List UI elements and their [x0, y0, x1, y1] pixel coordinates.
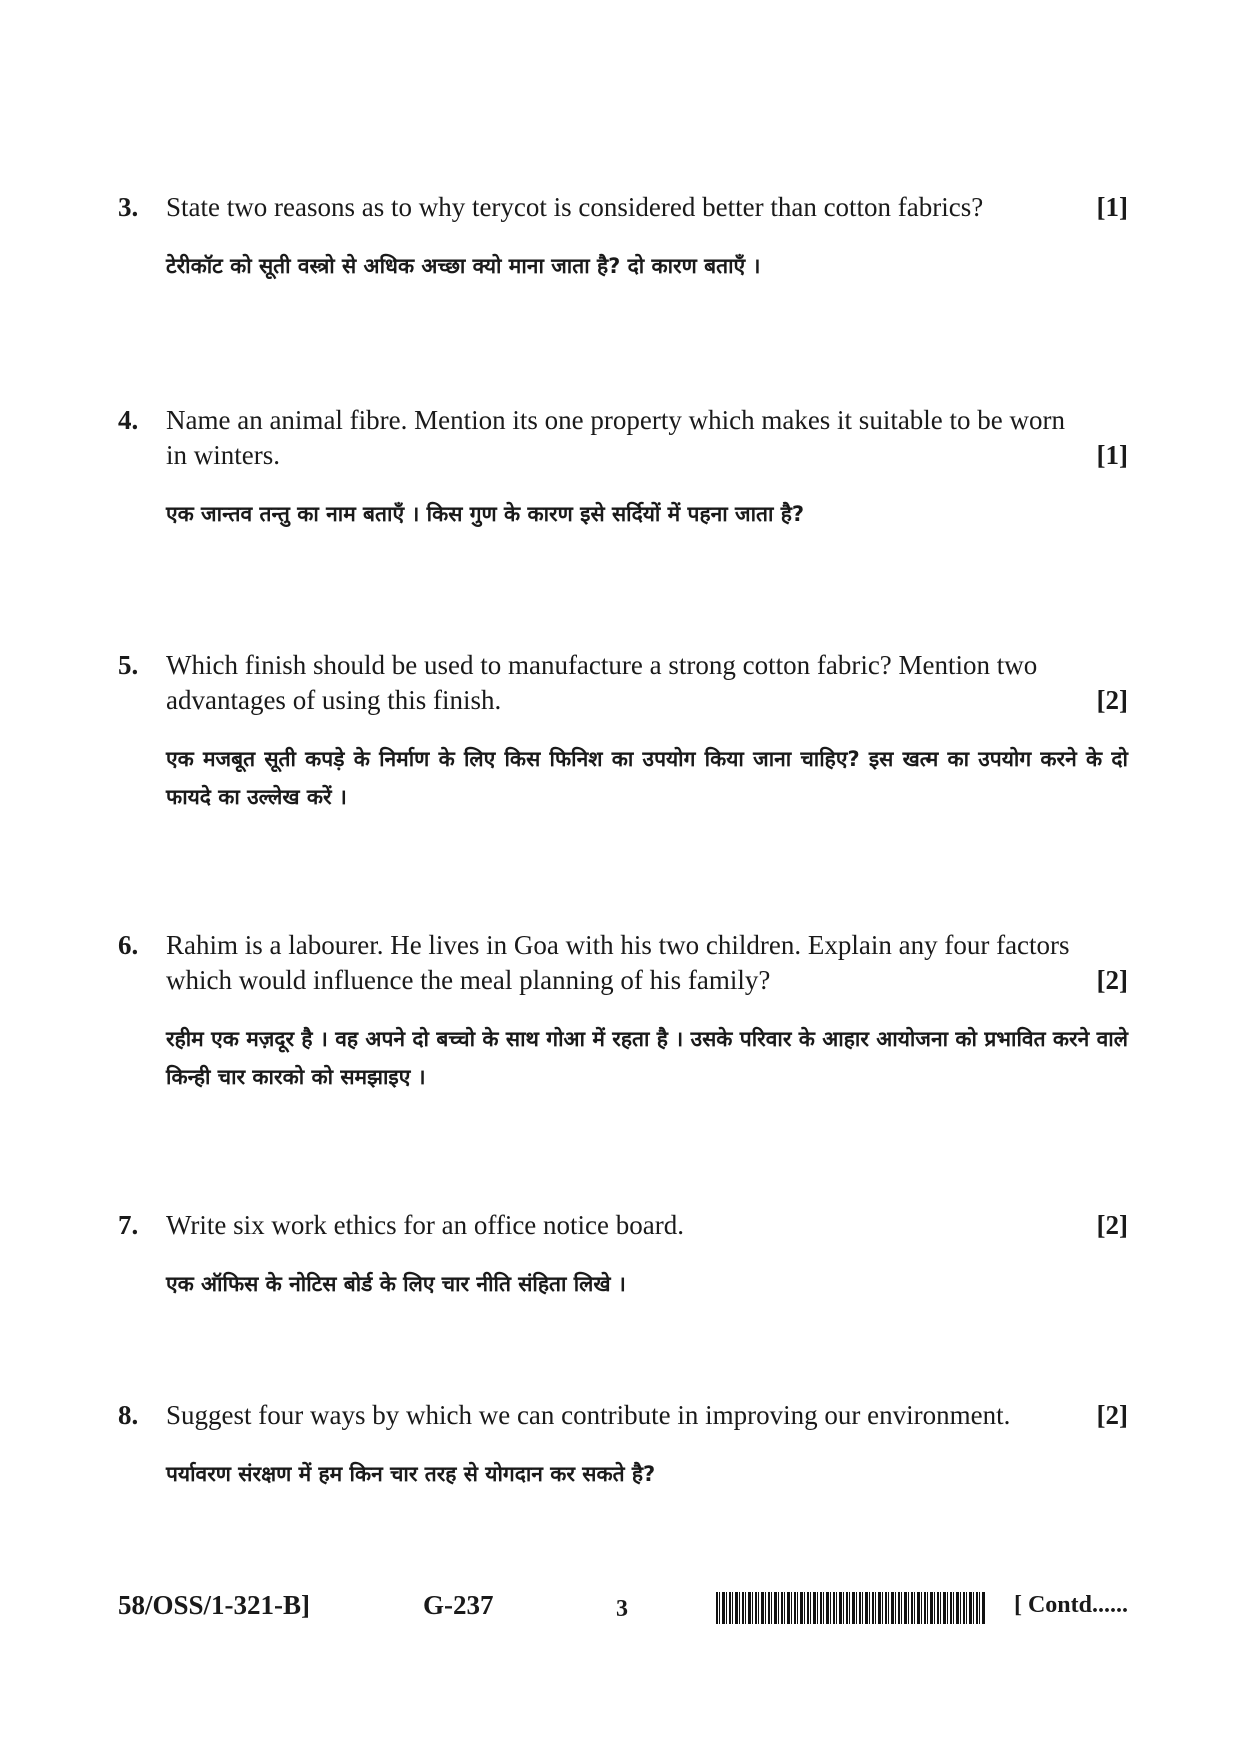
series-code: G-237 — [423, 1590, 494, 1620]
barcode-icon — [716, 1592, 986, 1624]
question-text-line — [166, 683, 1128, 718]
question-text: which would influence the meal planning of his family? — [166, 965, 771, 995]
marks-label: [2] — [1096, 1400, 1128, 1430]
question-text: advantages of using this finish. — [166, 685, 502, 715]
question-text: Rahim is a labourer. He lives in Goa with his two children. Explain any four factors — [166, 930, 1070, 960]
question-8 — [118, 1398, 1128, 1493]
marks-label: [1] — [1096, 192, 1128, 222]
paper-code: 58/OSS/1-321-B] — [118, 1590, 311, 1620]
question-text-line — [166, 190, 1128, 225]
marks-label: [2] — [1096, 685, 1128, 715]
question-5 — [118, 648, 1128, 816]
question-3 — [118, 190, 1128, 285]
question-text-line — [166, 963, 1128, 998]
question-text: State two reasons as to why terycot is considered better than cotton fabrics? — [166, 192, 984, 222]
question-hindi: टेरीकॉट को सूती वस्त्रो से अधिक अच्छा क्यो माना जाता है? दो कारण बताएँ । — [166, 254, 761, 278]
question-hindi: एक मजबूत सूती कपड़े के निर्माण के लिए किस फिनिश का उपयोग किया जाना चाहिए? इस खत्म का उपयोग करने के दो फायदे का उल्लेख करें । — [166, 747, 1128, 809]
question-number: 7. — [118, 1210, 139, 1240]
question-6 — [118, 928, 1128, 1096]
question-text-line — [166, 1398, 1128, 1433]
marks-label: [2] — [1096, 1210, 1128, 1240]
question-hindi: एक ऑफिस के नोटिस बोर्ड के लिए चार नीति संहिता लिखे । — [166, 1272, 626, 1296]
question-text: Write six work ethics for an office notice board. — [166, 1210, 684, 1240]
question-number: 5. — [118, 650, 139, 680]
question-number: 8. — [118, 1400, 139, 1430]
question-number: 4. — [118, 405, 139, 435]
page-footer — [118, 1590, 1128, 1630]
question-hindi: एक जान्तव तन्तु का नाम बताएँ । किस गुण के कारण इसे सर्दियों में पहना जाता है? — [166, 502, 805, 526]
question-text: Suggest four ways by which we can contribute in improving our environment. — [166, 1400, 1011, 1430]
page-number: 3 — [616, 1596, 628, 1622]
question-text: Which finish should be used to manufacture a strong cotton fabric? Mention two — [166, 650, 1038, 680]
question-text-line — [166, 1208, 1128, 1243]
continued-label: [ Contd...... — [1013, 1592, 1128, 1618]
marks-label: [2] — [1096, 965, 1128, 995]
question-hindi: रहीम एक मज़दूर है । वह अपने दो बच्चो के साथ गोआ में रहता है । उसके परिवार के आहार आयोजना को प्रभावित करने वाले किन्ही चार कारको को समझाइए । — [166, 1027, 1128, 1089]
question-7 — [118, 1208, 1128, 1303]
question-text-line — [166, 438, 1128, 473]
question-text: in winters. — [166, 440, 280, 470]
question-hindi: पर्यावरण संरक्षण में हम किन चार तरह से योगदान कर सकते है? — [166, 1462, 656, 1486]
question-number: 6. — [118, 930, 139, 960]
question-number: 3. — [118, 192, 139, 222]
question-4 — [118, 403, 1128, 533]
marks-label: [1] — [1096, 440, 1128, 470]
question-text: Name an animal fibre. Mention its one property which makes it suitable to be worn — [166, 405, 1066, 435]
